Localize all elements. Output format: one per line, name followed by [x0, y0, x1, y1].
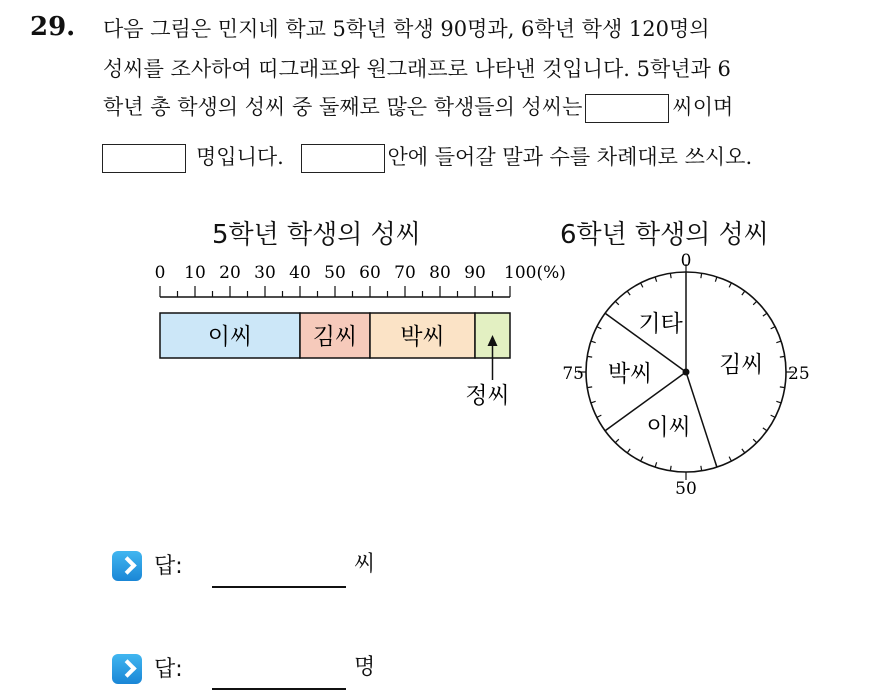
band-tick-label: 0: [154, 263, 166, 283]
pie-scale-label: 25: [788, 364, 810, 384]
question-line-2: 성씨를 조사하여 띠그래프와 원그래프로 나타낸 것입니다. 5학년과 6: [103, 57, 731, 81]
pie-slice-label: 김씨: [719, 352, 764, 379]
answer-label-2: 답:: [154, 657, 183, 682]
question-line-4-text: 명입니다.: [196, 145, 284, 169]
pie-slice-label: 이씨: [646, 414, 691, 441]
pie-tick: [587, 356, 592, 357]
band-chart: [155, 263, 566, 409]
band-tick-label: 70: [394, 263, 416, 283]
pie-scale-label: 75: [562, 364, 584, 384]
pie-tick: [701, 273, 702, 278]
pie-tick: [670, 466, 671, 471]
question-number: 29.: [30, 12, 76, 42]
pie-chart: [562, 251, 809, 499]
pie-chart-title: 6학년 학생의 성씨: [560, 220, 769, 250]
band-tick-label: 20: [219, 263, 241, 283]
pie-tick: [701, 466, 702, 471]
question-line-3-end: 씨이며: [672, 95, 734, 119]
pie-tick: [780, 356, 785, 357]
answer-unit-1: 씨: [354, 552, 376, 577]
pie-scale-label: 0: [680, 251, 692, 271]
answer-arrow-icon: [112, 551, 142, 581]
pie-tick: [780, 387, 785, 388]
band-tick-label: 30: [254, 263, 276, 283]
band-tick-label: 80: [429, 263, 451, 283]
answer-line-2[interactable]: [212, 688, 346, 690]
pie-scale-label: 50: [675, 479, 697, 499]
pie-center-dot: [683, 369, 690, 376]
band-tick-label: 40: [289, 263, 311, 283]
question-line-4-end: 안에 들어갈 말과 수를 차례대로 쓰시오.: [387, 145, 753, 169]
band-segment-label: 이씨: [207, 324, 253, 350]
band-tick-label: 50: [324, 263, 346, 283]
question-line-3-text: 학년 총 학생의 성씨 중 둘째로 많은 학생들의 성씨는: [103, 95, 583, 119]
answer-unit-2: 명: [354, 655, 376, 680]
pie-tick: [670, 273, 671, 278]
answer-label-1: 답:: [154, 554, 183, 579]
band-segment-label: 정씨: [465, 383, 510, 409]
answer-arrow-icon: [112, 654, 142, 684]
band-tick-label: 60: [359, 263, 381, 283]
band-segment-label: 김씨: [312, 324, 358, 350]
band-tick-label: 90: [464, 263, 486, 283]
pie-slice-label: 박씨: [607, 361, 653, 387]
band-tick-label: 10: [184, 263, 206, 283]
answer-line-1[interactable]: [212, 586, 346, 588]
band-tick-label: 100(%): [504, 263, 566, 283]
pie-slice-label: 기타: [638, 311, 683, 338]
band-chart-title: 5학년 학생의 성씨: [212, 220, 421, 250]
pie-tick: [587, 387, 592, 388]
question-line-1: 다음 그림은 민지네 학교 5학년 학생 90명과, 6학년 학생 120명의: [103, 17, 710, 41]
band-segment-label: 박씨: [400, 324, 445, 350]
